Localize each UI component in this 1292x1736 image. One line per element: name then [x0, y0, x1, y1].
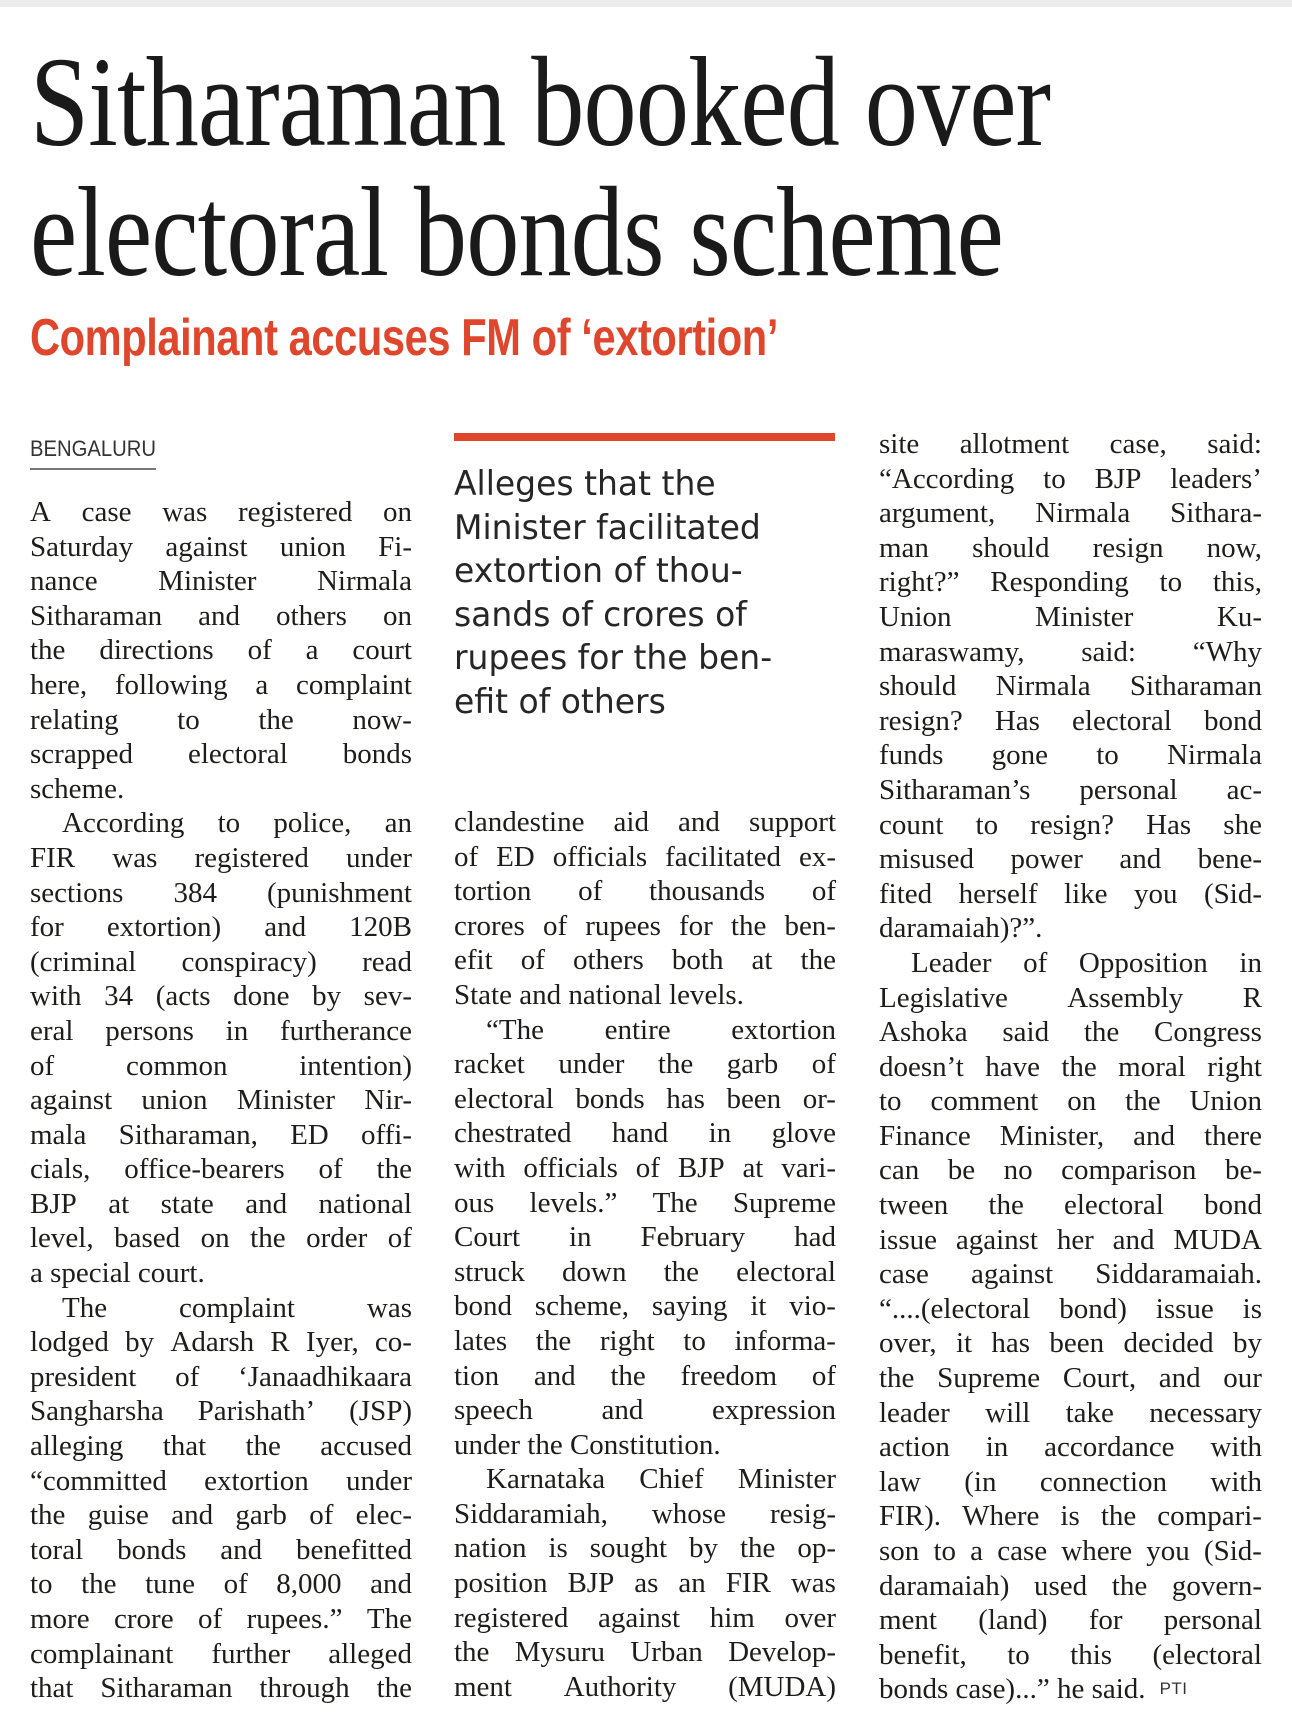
text-line: crores of rupees for the ben- — [454, 909, 836, 942]
text-line: struck down the electoral — [454, 1255, 836, 1288]
text-line: eral persons in furtherance — [30, 1014, 412, 1047]
text-line: daramaiah) used the govern- — [879, 1569, 1262, 1602]
text-line: toral bonds and benefitted — [30, 1533, 412, 1566]
text-line: law (in connection with — [879, 1465, 1262, 1498]
text-line: here, following a complaint — [30, 668, 412, 701]
text-line: “....(electoral bond) issue is — [879, 1292, 1262, 1325]
text-line: with 34 (acts done by sev- — [30, 980, 412, 1013]
text-line: with officials of BJP at vari- — [454, 1151, 836, 1184]
text-line: scheme. — [30, 772, 125, 805]
text-line: Leader of Opposition in — [911, 946, 1262, 979]
text-line: Sitharaman’s personal ac- — [879, 773, 1262, 806]
text-line: tortion of thousands of — [454, 875, 836, 908]
text-line: nance Minister Nirmala — [30, 565, 412, 598]
text-line: cials, office-bearers of the — [30, 1153, 412, 1186]
text-line: resign? Has electoral bond — [879, 704, 1262, 737]
pullquote-line: efit of others — [454, 681, 666, 722]
text-line: alleging that the accused — [30, 1430, 412, 1463]
text-line: speech and expression — [454, 1394, 836, 1427]
article-column-3 — [879, 427, 1262, 1707]
text-line: benefit, to this (electoral — [879, 1638, 1262, 1671]
text-line: the directions of a court — [30, 634, 412, 667]
text-line: case against Siddaramaiah. — [879, 1258, 1262, 1291]
text-line: to comment on the Union — [879, 1085, 1262, 1118]
text-line: scrapped electoral bonds — [30, 738, 412, 771]
text-line: tween the electoral bond — [879, 1189, 1262, 1222]
text-line: According to police, an — [62, 807, 412, 840]
text-line: “The entire extortion — [486, 1013, 836, 1046]
dateline: BENGALURU — [30, 436, 156, 470]
text-line: efit of others both at the — [454, 944, 836, 977]
headline-line-2: electoral bonds scheme — [30, 161, 1003, 303]
text-line: right?” Responding to this, — [879, 566, 1262, 599]
text-line: misused power and bene- — [879, 843, 1262, 876]
text-line: Court in February had — [454, 1221, 836, 1254]
pullquote-red-rule — [454, 433, 835, 441]
text-line: tion and the freedom of — [454, 1359, 836, 1392]
pullquote-line: Minister facilitated — [454, 507, 761, 548]
text-line: site allotment case, said: — [879, 428, 1262, 460]
text-line: Finance Minister, and there — [879, 1119, 1262, 1152]
text-line: A case was registered on — [30, 496, 412, 528]
text-line: lodged by Adarsh R Iyer, co- — [30, 1326, 412, 1359]
text-line: mala Sitharaman, ED offi- — [30, 1118, 412, 1151]
text-line: funds gone to Nirmala — [879, 739, 1262, 772]
text-line: Union Minister Ku- — [879, 600, 1262, 633]
text-line: BJP at state and national — [30, 1187, 412, 1220]
text-line: should Nirmala Sitharaman — [879, 670, 1262, 703]
text-line: State and national levels. — [454, 978, 744, 1011]
text-line: relating to the now- — [30, 703, 412, 736]
article-column-1 — [30, 495, 412, 1706]
text-line: son to a case where you (Sid- — [879, 1535, 1262, 1567]
subheadline: Complainant accuses FM of ‘extortion’ — [30, 309, 778, 367]
text-line: position BJP as an FIR was — [454, 1567, 836, 1600]
text-line: for extortion) and 120B — [30, 911, 412, 944]
article-column-2 — [454, 805, 836, 1704]
text-line: racket under the garb of — [454, 1048, 836, 1081]
text-line: argument, Nirmala Sithara- — [879, 497, 1262, 530]
text-line: man should resign now, — [879, 531, 1262, 564]
text-line: “According to BJP leaders’ — [879, 462, 1262, 495]
text-line: Sitharaman and others on — [30, 599, 412, 632]
text-line: over, it has been decided by — [879, 1327, 1262, 1360]
text-line: under the Constitution. — [454, 1428, 721, 1461]
text-line: can be no comparison be- — [879, 1154, 1262, 1187]
text-line: FIR was registered under — [30, 841, 412, 874]
text-line: level, based on the order of — [30, 1222, 412, 1255]
text-line: the Supreme Court, and our — [879, 1362, 1262, 1395]
pullquote-line: Alleges that the — [454, 464, 716, 504]
text-line: Legislative Assembly R — [879, 981, 1262, 1014]
text-line: “committed extortion under — [30, 1464, 412, 1497]
text-line: more crore of rupees.” The — [30, 1603, 412, 1635]
text-line: nation is sought by the op- — [454, 1532, 836, 1565]
text-line: registered against him over — [454, 1601, 836, 1634]
text-line: Karnataka Chief Minister — [486, 1463, 836, 1496]
text-line: clandestine aid and support — [454, 806, 836, 838]
text-line: The complaint was — [62, 1291, 412, 1324]
text-line: against union Minister Nir- — [30, 1084, 412, 1117]
text-line: (criminal conspiracy) read — [30, 945, 412, 978]
pullquote — [454, 463, 832, 724]
pullquote-line: rupees for the ben- — [454, 638, 773, 678]
text-line: ous levels.” The Supreme — [454, 1186, 836, 1219]
text-line: to the tune of 8,000 and — [30, 1568, 412, 1601]
pullquote-line: sands of crores of — [454, 594, 747, 635]
text-line: president of ‘Janaadhikaara — [30, 1360, 412, 1393]
text-line: doesn’t have the moral right — [879, 1050, 1262, 1083]
news-agency-credit: PTI — [1159, 1679, 1188, 1699]
top-edge-bar — [0, 0, 1292, 7]
text-line: FIR). Where is the compari- — [879, 1500, 1262, 1533]
text-line: fited herself like you (Sid- — [879, 877, 1262, 910]
text-line: Siddaramiah, whose resig- — [454, 1497, 836, 1530]
text-line: leader will take necessary — [879, 1396, 1262, 1429]
text-line: Ashoka said the Congress — [879, 1016, 1262, 1049]
text-line: Sangharsha Parishath’ (JSP) — [30, 1395, 412, 1428]
text-line: electoral bonds has been or- — [454, 1082, 836, 1115]
text-line: chestrated hand in glove — [454, 1117, 836, 1150]
text-line: sections 384 (punishment — [30, 876, 412, 909]
text-line: lates the right to informa- — [454, 1324, 836, 1357]
text-line: bonds case)...” he said. PTI — [879, 1673, 1188, 1706]
text-line: the guise and garb of elec- — [30, 1499, 412, 1532]
text-line: issue against her and MUDA — [879, 1223, 1262, 1256]
text-line: Saturday against union Fi- — [30, 530, 412, 563]
text-line: action in accordance with — [879, 1431, 1262, 1464]
text-line: maraswamy, said: “Why — [879, 635, 1262, 668]
text-line: complainant further alleged — [30, 1637, 412, 1670]
text-line: ment Authority (MUDA) — [454, 1670, 836, 1703]
text-line: daramaiah)?”. — [879, 912, 1043, 945]
text-line: ment (land) for personal — [879, 1604, 1262, 1637]
text-line: the Mysuru Urban Develop- — [454, 1636, 836, 1669]
text-line: of common intention) — [30, 1049, 412, 1082]
text-line: bond scheme, saying it vio- — [454, 1290, 836, 1323]
text-line: a special court. — [30, 1257, 205, 1290]
text-line: count to resign? Has she — [879, 808, 1262, 841]
text-line: that Sitharaman through the — [30, 1672, 412, 1705]
headline-line-1: Sitharaman booked over — [30, 31, 1051, 173]
text-line: of ED officials facilitated ex- — [454, 840, 836, 873]
pullquote-line: extortion of thou- — [454, 551, 743, 591]
